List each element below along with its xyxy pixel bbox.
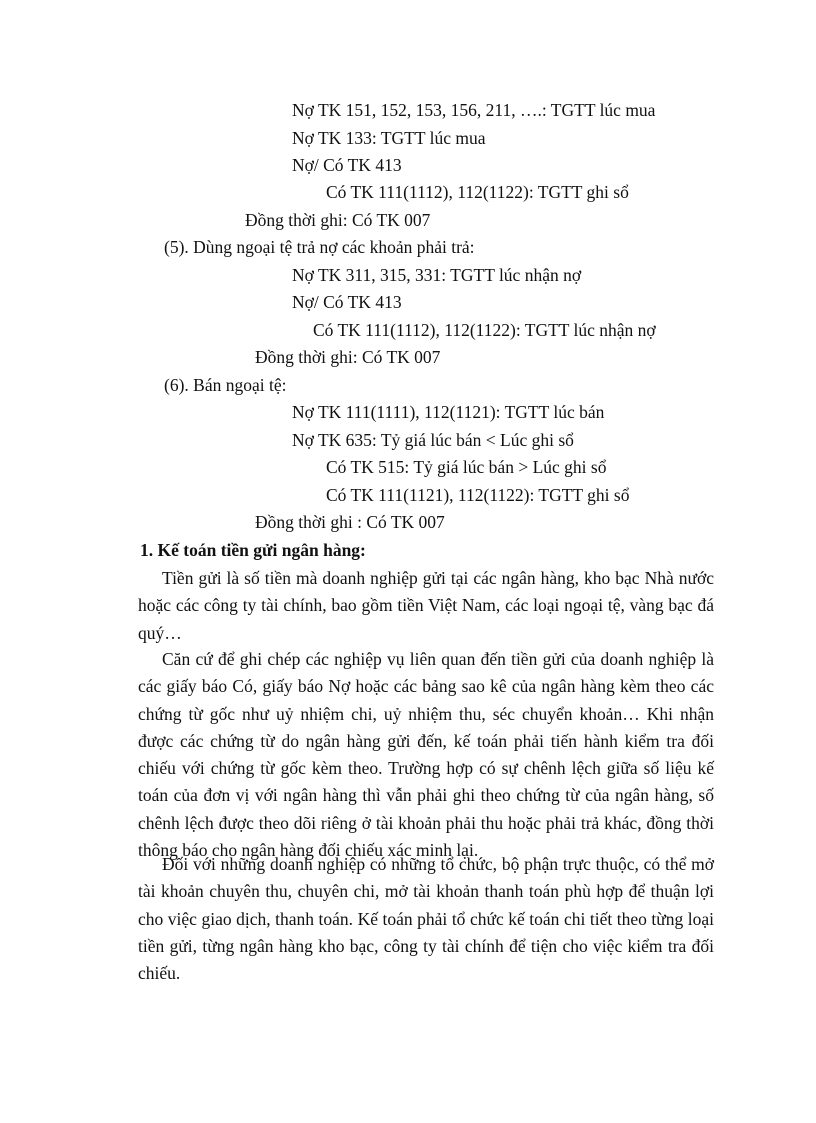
entry-line: Nợ/ Có TK 413 (292, 292, 402, 312)
entry-line: Nợ TK 133: TGTT lúc mua (292, 128, 486, 148)
section-item-6: (6). Bán ngoại tệ: (164, 375, 287, 395)
entry-line: Có TK 515: Tỷ giá lúc bán > Lúc ghi sổ (326, 457, 607, 477)
entry-line: Nợ/ Có TK 413 (292, 155, 402, 175)
entry-line: Nợ TK 311, 315, 331: TGTT lúc nhận nợ (292, 265, 582, 285)
entry-line: Có TK 111(1121), 112(1122): TGTT ghi sổ (326, 485, 630, 505)
body-paragraph: Căn cứ để ghi chép các nghiệp vụ liên quan đến tiền gửi của doanh nghiệp là các giấy báo Có, giấy báo Nợ hoặc các bảng sao kê của ngân hàng kèm theo các chứng từ gốc như uỷ nhiệm chi, uỷ nhiệm thu, séc chuyển khoản… Khi nhận được các chứng từ do ngân hàng gửi đến, kế toán phải tiến hành kiểm tra đối chiếu với chứng từ gốc kèm theo. Trường hợp có sự chênh lệch giữa số liệu kế toán của đơn vị với ngân hàng thì vẫn phải ghi theo chứng từ của ngân hàng, số chênh lệch được theo dõi riêng ở tài khoản phải thu hoặc phải trả khác, đồng thời thông báo cho ngân hàng đối chiếu xác minh lại. (138, 649, 714, 861)
entry-line: Đồng thời ghi: Có TK 007 (255, 347, 441, 367)
entry-line: Đồng thời ghi: Có TK 007 (245, 210, 431, 230)
entry-line: Đồng thời ghi : Có TK 007 (255, 512, 445, 532)
entry-line: Có TK 111(1112), 112(1122): TGTT lúc nhận nợ (313, 320, 656, 340)
section-item-5: (5). Dùng ngoại tệ trả nợ các khoản phải trả: (164, 237, 475, 257)
entry-line: Nợ TK 111(1111), 112(1121): TGTT lúc bán (292, 402, 605, 422)
section-heading: 1. Kế toán tiền gửi ngân hàng: (140, 540, 366, 560)
body-paragraph: Đối với những doanh nghiệp có những tổ chức, bộ phận trực thuộc, có thể mở tài khoản chuyên thu, chuyên chi, mở tài khoản thanh toán phù hợp để thuận lợi cho việc giao dịch, thanh toán. Kế toán phải tổ chức kế toán chi tiết theo từng loại tiền gửi, từng ngân hàng kho bạc, công ty tài chính để tiện cho việc kiểm tra đối chiếu. (138, 854, 714, 984)
entry-line: Nợ TK 151, 152, 153, 156, 211, ….: TGTT lúc mua (292, 100, 656, 120)
body-paragraph: Tiền gửi là số tiền mà doanh nghiệp gửi tại các ngân hàng, kho bạc Nhà nước hoặc các công ty tài chính, bao gồm tiền Việt Nam, các loại ngoại tệ, vàng bạc đá quý… (138, 568, 714, 643)
entry-line: Nợ TK 635: Tỷ giá lúc bán < Lúc ghi sổ (292, 430, 574, 450)
entry-line: Có TK 111(1112), 112(1122): TGTT ghi sổ (326, 182, 629, 202)
